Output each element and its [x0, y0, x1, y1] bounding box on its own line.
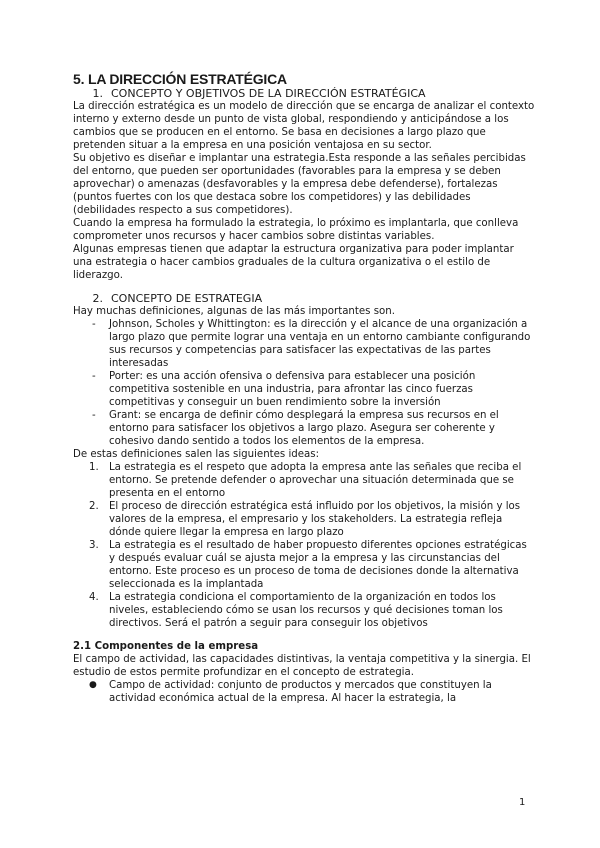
page-number: 1 [519, 797, 526, 808]
definitions-list [73, 318, 535, 448]
section-1-paragraph: La dirección estratégica es un modelo de dirección que se encarga de analizar el contexto interno y externo desde un punto de vista global, respondiendo y anticipándose a los cambios que se producen en el entorno. Se basa en decisiones a largo plazo que pretenden situar a la empresa en una posición ventajosa en su sector. [73, 101, 535, 151]
section-1-number: 1. [92, 87, 103, 100]
ideas-list [73, 461, 535, 630]
section-1-title: CONCEPTO Y OBJETIVOS DE LA DIRECCIÓN ESTRATÉGICA [111, 87, 426, 100]
section-2-number: 2. [92, 292, 103, 305]
component-text: Campo de actividad: conjunto de productos y mercados que constituyen la actividad económica actual de la empresa. Al hacer la estrategia, la [109, 680, 492, 704]
list-number: 3. [89, 540, 99, 551]
components-list [73, 679, 535, 705]
idea-text: La estrategia es el respeto que adopta la empresa ante las señales que reciba el entorno. Se pretende defender o aprovechar una situación determinada que se presenta en el entorno [109, 462, 522, 499]
definition-text: Porter: es una acción ofensiva o defensiva para establecer una posición competitiva sostenible en una industria, para afrontar las cinco fuerzas competitivas y conseguir un buen rendimiento sobre la inversión [109, 371, 476, 408]
list-item [73, 591, 535, 630]
section-2-intro: Hay muchas definiciones, algunas de las más importantes son. [73, 306, 395, 317]
list-item [73, 539, 535, 591]
list-number: 2. [89, 501, 99, 512]
section-1-paragraph: Algunas empresas tienen que adaptar la estructura organizativa para poder implantar una estrategia o hacer cambios graduales de la cultura organizativa o el estilo de liderazgo. [73, 244, 514, 281]
idea-text: La estrategia es el resultado de haber propuesto diferentes opciones estratégicas y después evaluar cuál se ajusta mejor a la empresa y las circunstancias del entorno. Este proceso es un proceso de toma de decisiones donde la alternativa seleccionada es la implantada [109, 540, 527, 590]
dash-marker: - [92, 371, 96, 382]
list-item [73, 318, 535, 370]
section-1-heading [73, 87, 535, 100]
definition-text: Johnson, Scholes y Whittington: es la dirección y el alcance de una organización a largo plazo que permite lograr una ventaja en un entorno cambiante configurando sus recursos y competencias para satisfacer las expectativas de las partes interesadas [109, 319, 531, 369]
ideas-intro: De estas definiciones salen las siguientes ideas: [73, 449, 320, 460]
page-content [73, 72, 535, 705]
idea-text: El proceso de dirección estratégica está influido por los objetivos, la misión y los valores de la empresa, el empresario y los stakeholders. La estrategia refleja dónde quiere llegar la empresa en largo plazo [109, 501, 521, 538]
list-item [73, 461, 535, 500]
chapter-heading: 5. LA DIRECCIÓN ESTRATÉGICA [73, 71, 287, 87]
list-item [73, 370, 535, 409]
subsection-2-1-intro: El campo de actividad, las capacidades distintivas, la ventaja competitiva y la sinergia. El estudio de estos permite profundizar en el concepto de estrategia. [73, 654, 531, 678]
dash-marker: - [92, 319, 96, 330]
bullet-icon: ● [89, 680, 97, 690]
section-1-paragraph: Su objetivo es diseñar e implantar una estrategia.Esta responde a las señales percibidas del entorno, que pueden ser oportunidades (favorables para la empresa y se deben aprovechar) o amenazas (desfavorables y la empresa debe defenderse), fortalezas (puntos fuertes con los que destaca sobre los competidores) y las debilidades (debilidades respecto a sus competidores). [73, 153, 526, 216]
definition-text: Grant: se encarga de definir cómo desplegará la empresa sus recursos en el entorno para satisfacer los objetivos a largo plazo. Asegura ser coherente y cohesivo dando sentido a todos los elementos de la empresa. [109, 410, 499, 447]
section-2-title: CONCEPTO DE ESTRATEGIA [111, 292, 263, 305]
section-1-paragraph: Cuando la empresa ha formulado la estrategia, lo próximo es implantarla, que conlleva comprometer unos recursos y hacer cambios sobre distintas variables. [73, 218, 519, 242]
list-item [73, 679, 535, 705]
list-number: 4. [89, 592, 99, 603]
list-item [73, 409, 535, 448]
list-item [73, 500, 535, 539]
subsection-2-1-title: 2.1 Componentes de la empresa [73, 641, 259, 652]
list-number: 1. [89, 462, 99, 473]
idea-text: La estrategia condiciona el comportamiento de la organización en todos los niveles, estableciendo cómo se usan los recursos y qué decisiones toman los directivos. Será el patrón a seguir para conseguir los objetivos [109, 592, 503, 629]
dash-marker: - [92, 410, 96, 421]
section-2-heading [73, 292, 535, 305]
